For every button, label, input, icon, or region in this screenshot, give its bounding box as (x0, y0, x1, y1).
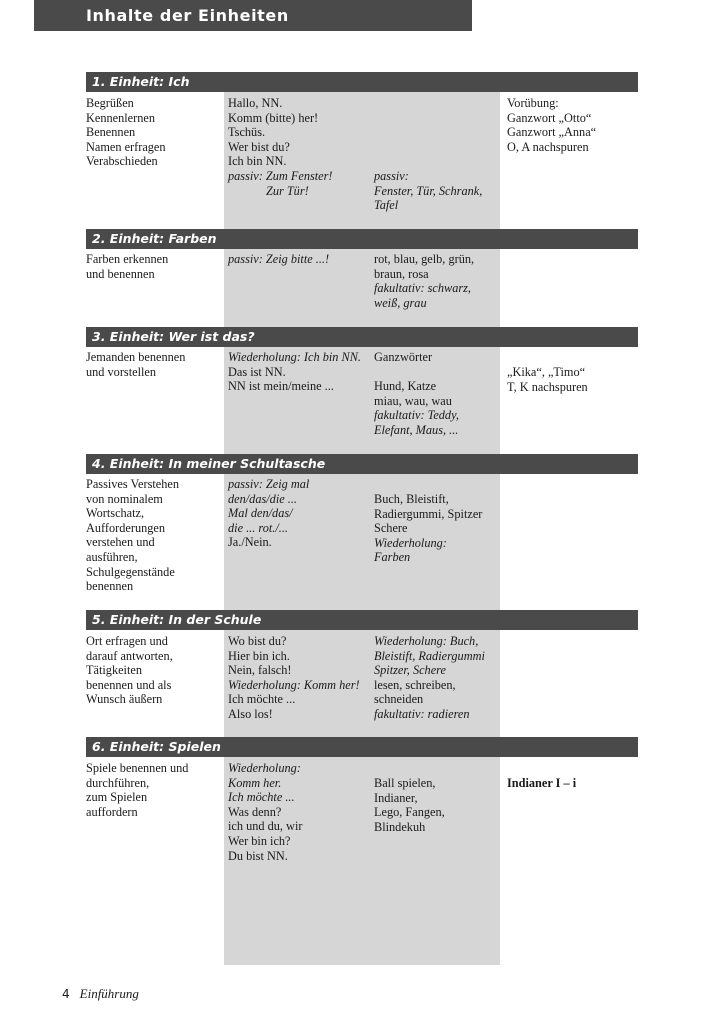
text-line: Komm (bitte) her! (228, 110, 319, 125)
section-title-6: 6. Einheit: Spielen (86, 737, 638, 757)
section-4-phrases (228, 477, 372, 550)
text-line: Namen erfragen (86, 139, 166, 154)
text-line: Buch, Bleistift, (374, 492, 449, 506)
section-1-vocabulary (374, 169, 498, 213)
text-line: und vorstellen (86, 364, 157, 379)
text-line: Ball spielen, (374, 776, 436, 790)
text-line: NN ist mein/meine ... (228, 379, 334, 394)
page-number: 4 (62, 987, 70, 1001)
text-line: Wer bin ich? (228, 833, 291, 848)
section-5-vocabulary (374, 634, 498, 722)
text-line: Schulgegenstände (86, 564, 175, 579)
text-line: Vorübung: (507, 96, 559, 110)
text-line: Indianer I – i (507, 776, 577, 790)
text-line: ausführen, (86, 549, 138, 564)
text-line: Ort erfragen und (86, 634, 168, 648)
section-1-phrases (228, 96, 372, 198)
text-line: Schere (374, 521, 408, 536)
text-line: von nominalem (86, 491, 163, 506)
text-line: Spiele benennen und (86, 761, 189, 775)
section-4-goals (86, 477, 222, 594)
text-line: weiß, grau (374, 295, 427, 310)
text-line: Ich bin NN. (228, 154, 287, 169)
text-line: verstehen und (86, 535, 155, 550)
text-line: Jemanden benennen (86, 350, 186, 364)
text-line: Komm her. (228, 775, 282, 790)
text-line: durchführen, (86, 775, 150, 790)
text-line: Aufforderungen (86, 520, 165, 535)
text-line: passiv: (374, 169, 409, 183)
text-line: lesen, schreiben, (374, 677, 456, 692)
text-line: Begrüßen (86, 96, 134, 110)
section-4-vocabulary (374, 492, 498, 565)
text-line: miau, wau, wau (374, 393, 452, 408)
text-line: „Kika“, „Timo“ (507, 365, 586, 379)
text-line: die ... rot./... (228, 520, 289, 535)
section-title-2: 2. Einheit: Farben (86, 229, 638, 249)
section-title-4: 4. Einheit: In meiner Schultasche (86, 454, 638, 474)
text-line: Hund, Katze (374, 379, 437, 394)
text-line: Blindekuh (374, 819, 426, 834)
text-line: ich und du, wir (228, 819, 303, 834)
text-line: T, K nachspuren (507, 379, 588, 394)
text-line: Fenster, Tür, Schrank, (374, 183, 483, 198)
section-2-vocabulary (374, 252, 498, 310)
text-line: schneiden (374, 692, 424, 707)
section-6-goals (86, 761, 222, 819)
section-title-5: 5. Einheit: In der Schule (86, 610, 638, 630)
text-line: Radiergummi, Spitzer (374, 506, 483, 521)
section-6-vocabulary (374, 776, 498, 834)
text-line: Bleistift, Radiergummi (374, 648, 485, 663)
section-1-reading (507, 96, 639, 154)
section-6-phrases (228, 761, 372, 863)
text-line: Wer bist du? (228, 139, 290, 154)
section-5-goals (86, 634, 222, 707)
text-line: Was denn? (228, 804, 282, 819)
text-line: Nein, falsch! (228, 663, 292, 678)
text-line: und benennen (86, 266, 155, 281)
text-line: Tafel (374, 198, 399, 213)
section-2-goals (86, 252, 222, 281)
text-line: Passives Verstehen (86, 477, 180, 491)
text-line: Tschüs. (228, 125, 266, 140)
text-line: fakultativ: Teddy, (374, 408, 459, 423)
text-line: Hallo, NN. (228, 96, 283, 110)
text-line: passiv: Zeig mal (228, 477, 310, 491)
text-line: Zur Tür! (266, 183, 309, 198)
text-line: O, A nachspuren (507, 139, 589, 154)
text-line: Benennen (86, 125, 136, 140)
text-line: benennen und als (86, 677, 172, 692)
text-line: Du bist NN. (228, 848, 288, 863)
text-line: benennen (86, 579, 134, 594)
text-line: Wiederholung: Buch, (374, 634, 479, 648)
text-line: fakultativ: radieren (374, 706, 470, 721)
section-3-phrases (228, 350, 372, 394)
footer-title: Einführung (79, 986, 139, 1001)
text-line: Indianer, (374, 790, 418, 805)
section-3-goals (86, 350, 222, 379)
text-line: passiv: Zeig bitte ...! (228, 252, 330, 266)
text-line: Elefant, Maus, ... (374, 422, 459, 437)
text-line: Verabschieden (86, 154, 158, 169)
section-3-reading (507, 365, 639, 394)
section-1-goals (86, 96, 222, 169)
section-2-phrases (228, 252, 372, 267)
section-5-phrases (228, 634, 372, 722)
section-title-3: 3. Einheit: Wer ist das? (86, 327, 638, 347)
text-line: Wortschatz, (86, 506, 145, 521)
text-line: Das ist NN. (228, 364, 286, 379)
text-line: darauf antworten, (86, 648, 173, 663)
text-line: Ich möchte ... (228, 790, 295, 805)
text-line: Kennenlernen (86, 110, 155, 125)
text-line: Mal den/das/ (228, 506, 293, 521)
text-line: Farben erkennen (86, 252, 169, 266)
section-title-1: 1. Einheit: Ich (86, 72, 638, 92)
text-line: Wiederholung: (374, 535, 447, 550)
text-line: passiv: Zum Fenster! (228, 168, 333, 183)
section-6-reading (507, 776, 639, 791)
text-line: Also los! (228, 706, 273, 721)
text-line: rot, blau, gelb, grün, (374, 252, 475, 266)
text-line: Wunsch äußern (86, 692, 163, 707)
text-line: Wiederholung: (228, 761, 301, 775)
text-line: zum Spielen (86, 790, 148, 805)
text-line: Ich möchte ... (228, 692, 296, 707)
text-line: Spitzer, Schere (374, 663, 446, 678)
text-line: Wiederholung: Ich bin NN. (228, 350, 361, 364)
text-line: Lego, Fangen, (374, 805, 445, 820)
page-footer (62, 986, 139, 1002)
text-line: auffordern (86, 804, 138, 819)
text-line: den/das/die ... (228, 491, 297, 506)
page-header: Inhalte der Einheiten (34, 0, 472, 31)
text-line: Hier bin ich. (228, 648, 290, 663)
text-line: braun, rosa (374, 266, 429, 281)
text-line: Wiederholung: Komm her! (228, 677, 360, 692)
text-line: Wo bist du? (228, 634, 287, 648)
text-line: Ganzwort „Otto“ (507, 110, 592, 125)
text-line: fakultativ: schwarz, (374, 281, 472, 296)
text-line: Farben (374, 550, 411, 565)
text-line: Ganzwörter (374, 350, 433, 364)
section-3-vocabulary (374, 350, 498, 438)
text-line: Ganzwort „Anna“ (507, 125, 597, 140)
text-line: Ja./Nein. (228, 535, 272, 550)
text-line: Tätigkeiten (86, 663, 142, 678)
